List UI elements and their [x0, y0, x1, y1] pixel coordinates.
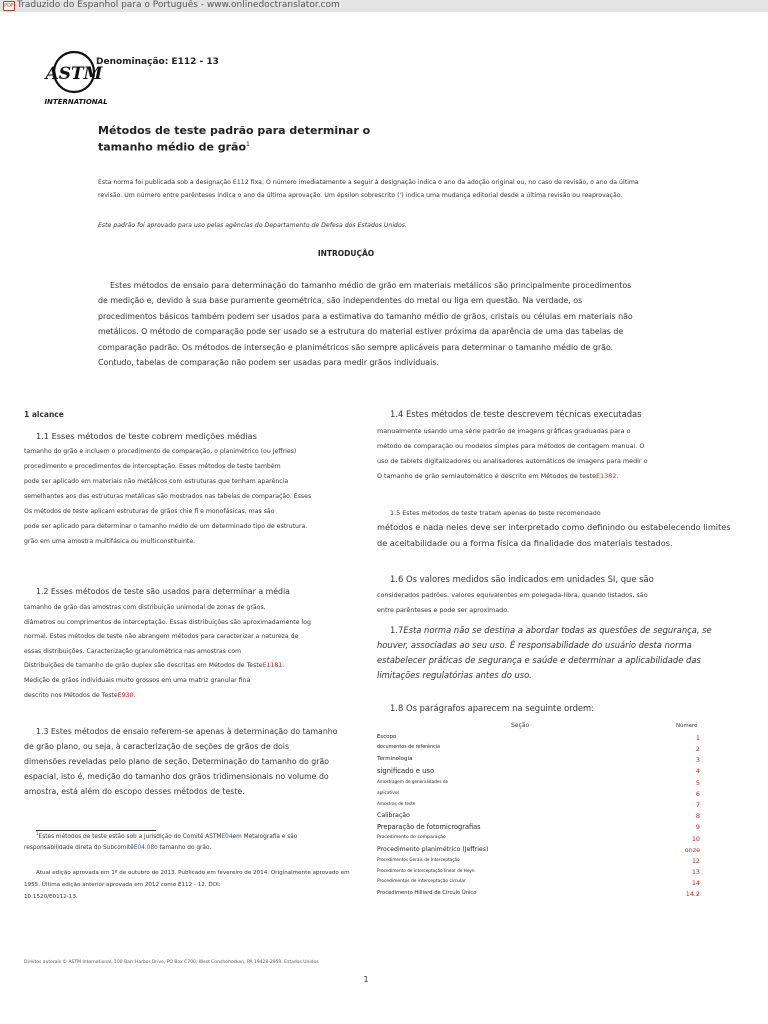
ref-link-e0408[interactable]: E04.08o [133, 845, 158, 851]
s1-7-line [390, 625, 712, 635]
punct: . [282, 662, 285, 669]
toc-header-number: Número [676, 723, 698, 729]
s1-2-line [24, 692, 135, 699]
toc-section-title: Procedimentos de interceptação circular [377, 879, 466, 884]
punct: . [133, 692, 136, 699]
toc-section-title: Amostras de teste [377, 801, 416, 806]
page-title [98, 124, 378, 155]
s1-3-line: 1.3 Estes métodos de ensaio referem-se apenas à determinação do tamanho [36, 727, 338, 736]
approval-note: Este padrão foi aprovado para uso pelas agências do Departamento de Defesa dos Estados Unidos. [98, 222, 407, 229]
s1-2-line: diâmetros ou comprimentos de interceptação. Essas distribuições são aproximadamente log [24, 619, 311, 626]
toc-section-title: Preparação de fotomicrografias [377, 823, 481, 831]
footnote-1-text: Estes métodos de teste estão sob a jurisdição do Comitê ASTM [38, 833, 222, 840]
s1-1-line: grão em uma amostra multifásica ou multiconstituinte. [24, 538, 196, 545]
s1-7-line: houver, associadas ao seu uso. É responsabilidade do usuário desta norma [377, 640, 692, 650]
introduction-paragraph [98, 278, 643, 370]
toc-section-title: Escopo [377, 734, 397, 740]
toc-header-section: Seção [511, 722, 530, 729]
s1-2-line: normal. Estes métodos de teste não abrangem métodos para caracterizar a natureza de [24, 633, 299, 640]
toc-row [377, 734, 700, 744]
footnote-2-line: 10.1520/E0112-13. [24, 894, 78, 900]
s1-6-line: 1.6 Os valores medidos são indicados em unidades SI, que são [390, 574, 654, 584]
toc-section-number[interactable]: 14 [691, 879, 700, 887]
toc-section-title: Amostragem de generalidades de [377, 779, 449, 784]
issued-note-line: Esta norma foi publicada sob a designação E112 fixa; O número imediatamente a seguir à designação indica o ano da adoção original ou, no caso de revisão, o ano da última [98, 179, 639, 186]
toc-section-number[interactable]: 3 [695, 756, 700, 764]
s1-4-line [377, 472, 618, 480]
s1-7-text: Esta norma não se destina a abordar todas as questões de segurança, se [403, 625, 712, 635]
toc-section-title: Procedimento planimétrico (Jeffries) [377, 846, 489, 853]
toc-row [377, 857, 700, 867]
pdf-icon: PDF [4, 3, 14, 9]
ref-link-e1382[interactable]: E1382 [596, 472, 617, 480]
issued-note-line: revisão. Um número entre parênteses indica o ano da última aprovação. Um épsilon sobrescrito (') indica uma mudança editorial desde a última revisão ou reaprovação. [98, 192, 623, 199]
s1-1-line: 1.1 Esses métodos de teste cobrem medições médias [36, 431, 257, 441]
toc-section-number[interactable]: 9 [695, 823, 700, 831]
s1-2-line: Medição de grãos individuais muito grossos em uma matriz granular fina [24, 677, 251, 684]
toc-section-number[interactable]: 4 [695, 767, 700, 775]
toc-section-title: Procedimento Hilliard de Círculo Único [377, 890, 477, 896]
toc-row [377, 801, 700, 811]
designation: Denominação: E112 - 13 [96, 57, 219, 67]
toc-section-number[interactable]: 14.2 [685, 890, 700, 898]
punct: . [616, 472, 619, 480]
toc-section-number[interactable]: 5 [695, 779, 700, 787]
s1-3-line: amostra, está além do escopo desses métodos de teste. [24, 787, 245, 796]
s1-2-line: essas distribuições. Caracterização granulométrica nas amostras com [24, 648, 242, 655]
toc-section-number[interactable]: 1 [695, 734, 700, 742]
toc-section-title: Procedimento de comparação [377, 835, 446, 840]
s1-4-line: manualmente usando uma série padrão de imagens gráficas graduadas para o [377, 427, 631, 435]
s1-5-line: de aceitabilidade ou a forma física da finalidade dos materiais testados. [377, 538, 673, 548]
toc-section-number[interactable]: 12 [691, 857, 700, 865]
s1-8-line: 1.8 Os parágrafos aparecem na seguinte ordem: [390, 703, 595, 713]
toc-section-title: Procedimentos Gerais de Interceptação [377, 857, 460, 862]
toc-row [377, 879, 700, 889]
toc-row [377, 756, 700, 766]
s1-1-line: pode ser aplicado para determinar o tamanho médio de um determinado tipo de estrutura. [24, 523, 308, 530]
toc-row [377, 890, 700, 900]
toc-section-title: Procedimento de interceptação linear de Heyn [377, 868, 475, 873]
svg-text:INTERNATIONAL: INTERNATIONAL [44, 98, 108, 106]
toc-section-title: Calibração [377, 812, 410, 819]
toc-row [377, 790, 700, 800]
s1-4-line: 1.4 Estes métodos de teste descrevem técnicas executadas [390, 409, 642, 419]
s1-3-line: dimensões reveladas pelo plano de seção. Determinação do tamanho do grão [24, 757, 330, 766]
title-line-1: Métodos de teste padrão para determinar o [98, 124, 371, 137]
toc-section-number[interactable]: 10 [691, 835, 700, 843]
s1-1-line: pode ser aplicado em materiais não metálicos com estruturas que tenham aparência [24, 478, 289, 485]
s1-2-line: 1.2 Esses métodos de teste são usados para determinar a média [36, 587, 290, 596]
s1-7-number: 1.7 [390, 625, 404, 635]
s1-1-line: semelhantes aos das estruturas metálicas são mostrados nas tabelas de comparação. Esses [24, 493, 312, 500]
title-line-2: tamanho médio de grão [98, 140, 247, 154]
introduction-text: Estes métodos de ensaio para determinação do tamanho médio de grão em materiais metálicos são principalmente procedimentos de medição e, devido à sua base puramente geométrica, são independentes do metal ou liga em questão. Na verdade, os procedimentos básicos também podem ser usados para a estimativa do tamanho médio de grãos, cristais ou células em materiais não metálicos. O método de comparação pode ser usado se a estrutura do material estiver próxima da aparência de uma das tabelas de comparação padrão. Os métodos de interseção e planimétricos são sempre aplicáveis para determinar o tamanho médio de grão. Contudo, tabelas de comparação não podem ser usadas para medir grãos individuais. [98, 281, 633, 368]
toc-row [377, 868, 700, 878]
translator-banner-text[interactable]: Traduzido do Espanhol para o Português - www.onlinedoctranslator.com [17, 0, 340, 10]
ref-link-e04[interactable]: E04 [221, 833, 233, 840]
toc-row [377, 823, 700, 833]
footnote-1-cont [24, 845, 211, 851]
s1-5-line: métodos e nada neles deve ser interpretado como definindo ou estabelecendo limites [377, 522, 731, 532]
s1-2-line [24, 662, 284, 669]
s1-1-line: tamanho do grão e incluem o procedimento de comparação, o planimétrico (ou Jeffries) [24, 448, 297, 455]
s1-2-line: tamanho de grão das amostras com distribuição unimodal de zonas de grãos, [24, 604, 266, 611]
s1-2-text: Distribuições de tamanho de grão duplex são descritas em Métodos de Teste [24, 662, 263, 669]
toc-row [377, 812, 700, 822]
s1-7-line: estabelecer práticas de segurança e saúde e determinar a aplicabilidade das [377, 655, 701, 665]
toc-section-number[interactable]: 7 [695, 801, 700, 809]
footnote-1 [36, 831, 297, 840]
footnote-1-text: tamanho do grão. [157, 845, 212, 851]
s1-2-text: descrito nos Métodos de Teste [24, 692, 118, 699]
footnote-1-text: em Metalografia e são [232, 833, 298, 840]
toc-section-number[interactable]: 13 [691, 868, 700, 876]
title-footnote-mark: 1 [246, 141, 250, 148]
toc-row [377, 767, 700, 777]
s1-4-line: método de comparação ou modelos simples para métodos de contagem manual. O [377, 442, 645, 450]
translator-banner[interactable] [0, 0, 768, 12]
copyright-footer: Direitos autorais © ASTM International, 100 Barr Harbor Drive, PO Box C700, West Conshohocken, PA 19428-2959. Estados Unidos [24, 960, 319, 965]
s1-4-text: O tamanho de grão semiautomático é descrito em Métodos de teste [377, 472, 596, 480]
s1-1-line: procedimento e procedimentos de interceptação. Esses métodos de teste também [24, 463, 281, 470]
toc-row [377, 745, 700, 755]
footnote-mark: 1 [36, 831, 39, 836]
s1-3-line: espacial, isto é, medição do tamanho dos grãos tridimensionais no volume do [24, 772, 329, 781]
s1-7-line: limitações regulatórias antes do uso. [377, 670, 532, 680]
s1-3-line: de grão plano, ou seja, à caracterização de seções de grãos de dois [24, 742, 290, 751]
ref-link-e1181[interactable]: E1181 [262, 662, 283, 669]
footnote-1-text: responsabilidade direta do Subcomitê [24, 845, 134, 851]
footnote-2-line: Atual edição aprovada em 1º de outubro de 2013. Publicado em fevereiro de 2014. Originalmente aprovado em [36, 870, 350, 876]
s1-4-line: uso de tablets digitalizadores ou analisadores automáticos de imagens para medir o [377, 457, 648, 465]
toc-row [377, 846, 700, 856]
toc-section-number[interactable]: 6 [695, 790, 700, 798]
s1-5-line: 1.5 Estes métodos de teste tratam apenas do teste recomendado [390, 509, 601, 517]
s1-1-line: Os métodos de teste aplicam estruturas de grãos chie fl e monofásicas, mas são [24, 508, 275, 515]
toc-row [377, 835, 700, 845]
toc-section-number[interactable]: 2 [695, 745, 700, 753]
s1-6-line: considerados padrões. valores equivalentes em polegada-libra, quando listados, são [377, 591, 648, 599]
scope-heading: 1 alcance [24, 410, 64, 419]
toc-section-number[interactable]: 8 [695, 812, 700, 820]
toc-section-title: documentos de referência [377, 745, 440, 750]
toc-row [377, 779, 700, 789]
page-number: 1 [363, 975, 369, 984]
toc-section-number[interactable]: onze [684, 846, 700, 854]
issued-note [98, 176, 643, 202]
introduction-heading: INTRODUÇÃO [317, 249, 375, 258]
toc-section-title: Terminologia [377, 756, 413, 762]
s1-6-line: entre parênteses e pode ser aproximado. [377, 606, 510, 614]
footnote-2-line: 1955. Última edição anterior aprovada em 2012 como E112 - 12. DOI: [24, 882, 221, 888]
ref-link-e930[interactable]: E930 [117, 692, 134, 699]
svg-text:ASTM: ASTM [45, 64, 103, 84]
toc-section-title: aplicativos [377, 790, 400, 795]
toc-section-title: significado e uso [377, 767, 435, 775]
